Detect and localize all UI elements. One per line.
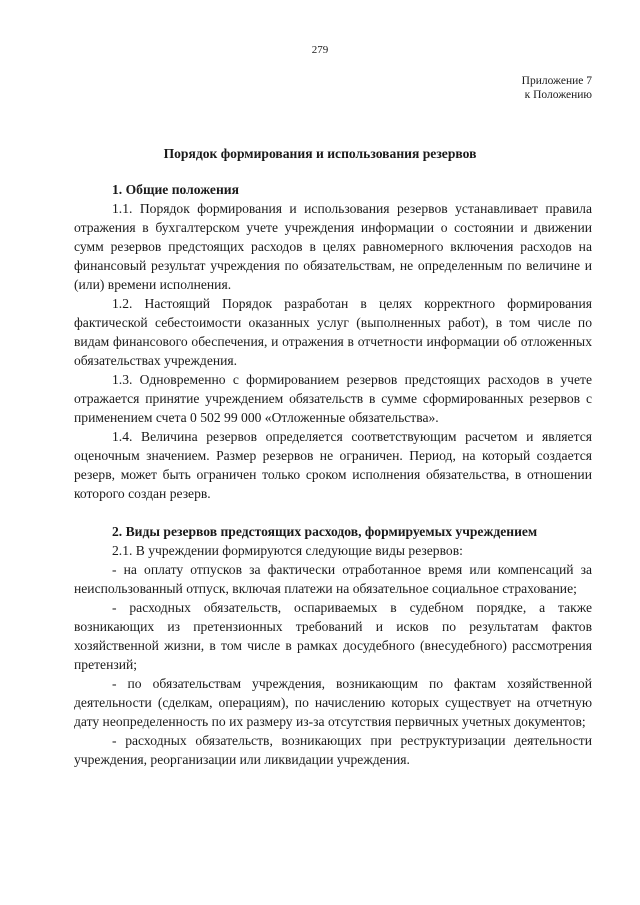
appendix-line-1: Приложение 7 — [521, 75, 592, 87]
paragraph-2-1: 2.1. В учреждении формируются следующие виды резервов: — [112, 543, 463, 558]
section-1-heading: 1. Общие положения — [112, 182, 239, 197]
list-item: - расходных обязательств, возникающих при реструктуризации деятельности учреждения, реорганизации или ликвидации учреждения. — [74, 733, 592, 767]
section-2-heading: 2. Виды резервов предстоящих расходов, формируемых учреждением — [112, 524, 538, 539]
paragraph-1-4: 1.4. Величина резервов определяется соответствующим расчетом и является оценочным значением. Размер резервов не ограничен. Период, на который создается резерв, может быть ограничен только сроком исполнения обязательства, в отношении которого создан резерв. — [74, 429, 592, 501]
document-body — [74, 180, 592, 769]
list-item: - расходных обязательств, оспариваемых в судебном порядке, а также возникающих из претензионных требований и исков по результатам фактов хозяйственной жизни, в том числе в рамках досудебного (внесудебного) рассмотрения претензий; — [74, 600, 592, 672]
page-number: 279 — [311, 44, 329, 56]
paragraph-1-3: 1.3. Одновременно с формированием резервов предстоящих расходов в учете отражается принятие учреждением обязательств в сумме сформированных резервов с применением счета 0 502 99 000 «Отложенные обязательства». — [74, 372, 592, 425]
paragraph-1-1: 1.1. Порядок формирования и использования резервов устанавливает правила отражения в бухгалтерском учете учреждения информации о состоянии и движении сумм резервов предстоящих расходов в целях равномерного включения расходов на финансовый результат учреждения по обязательствам, не определенным по величине и (или) времени исполнения. — [74, 201, 592, 292]
list-item: - по обязательствам учреждения, возникающим по фактам хозяйственной деятельности (сделкам, операциям), по начислению которых существует на отчетную дату неопределенность по их размеру из-за отсутствия первичных учетных документов; — [74, 676, 592, 729]
list-item: - на оплату отпусков за фактически отработанное время или компенсаций за неиспользованный отпуск, включая платежи на обязательное социальное страхование; — [74, 562, 592, 596]
appendix-reference — [522, 74, 592, 102]
appendix-line-2: к Положению — [524, 89, 592, 101]
paragraph-1-2: 1.2. Настоящий Порядок разработан в целях корректного формирования фактической себестоимости оказанных услуг (выполненных работ), в том числе по видам финансового обеспечения, и отражения в отчетности информации об отложенных обязательствах учреждения. — [74, 296, 592, 368]
document-title: Порядок формирования и использования резервов — [163, 146, 477, 161]
